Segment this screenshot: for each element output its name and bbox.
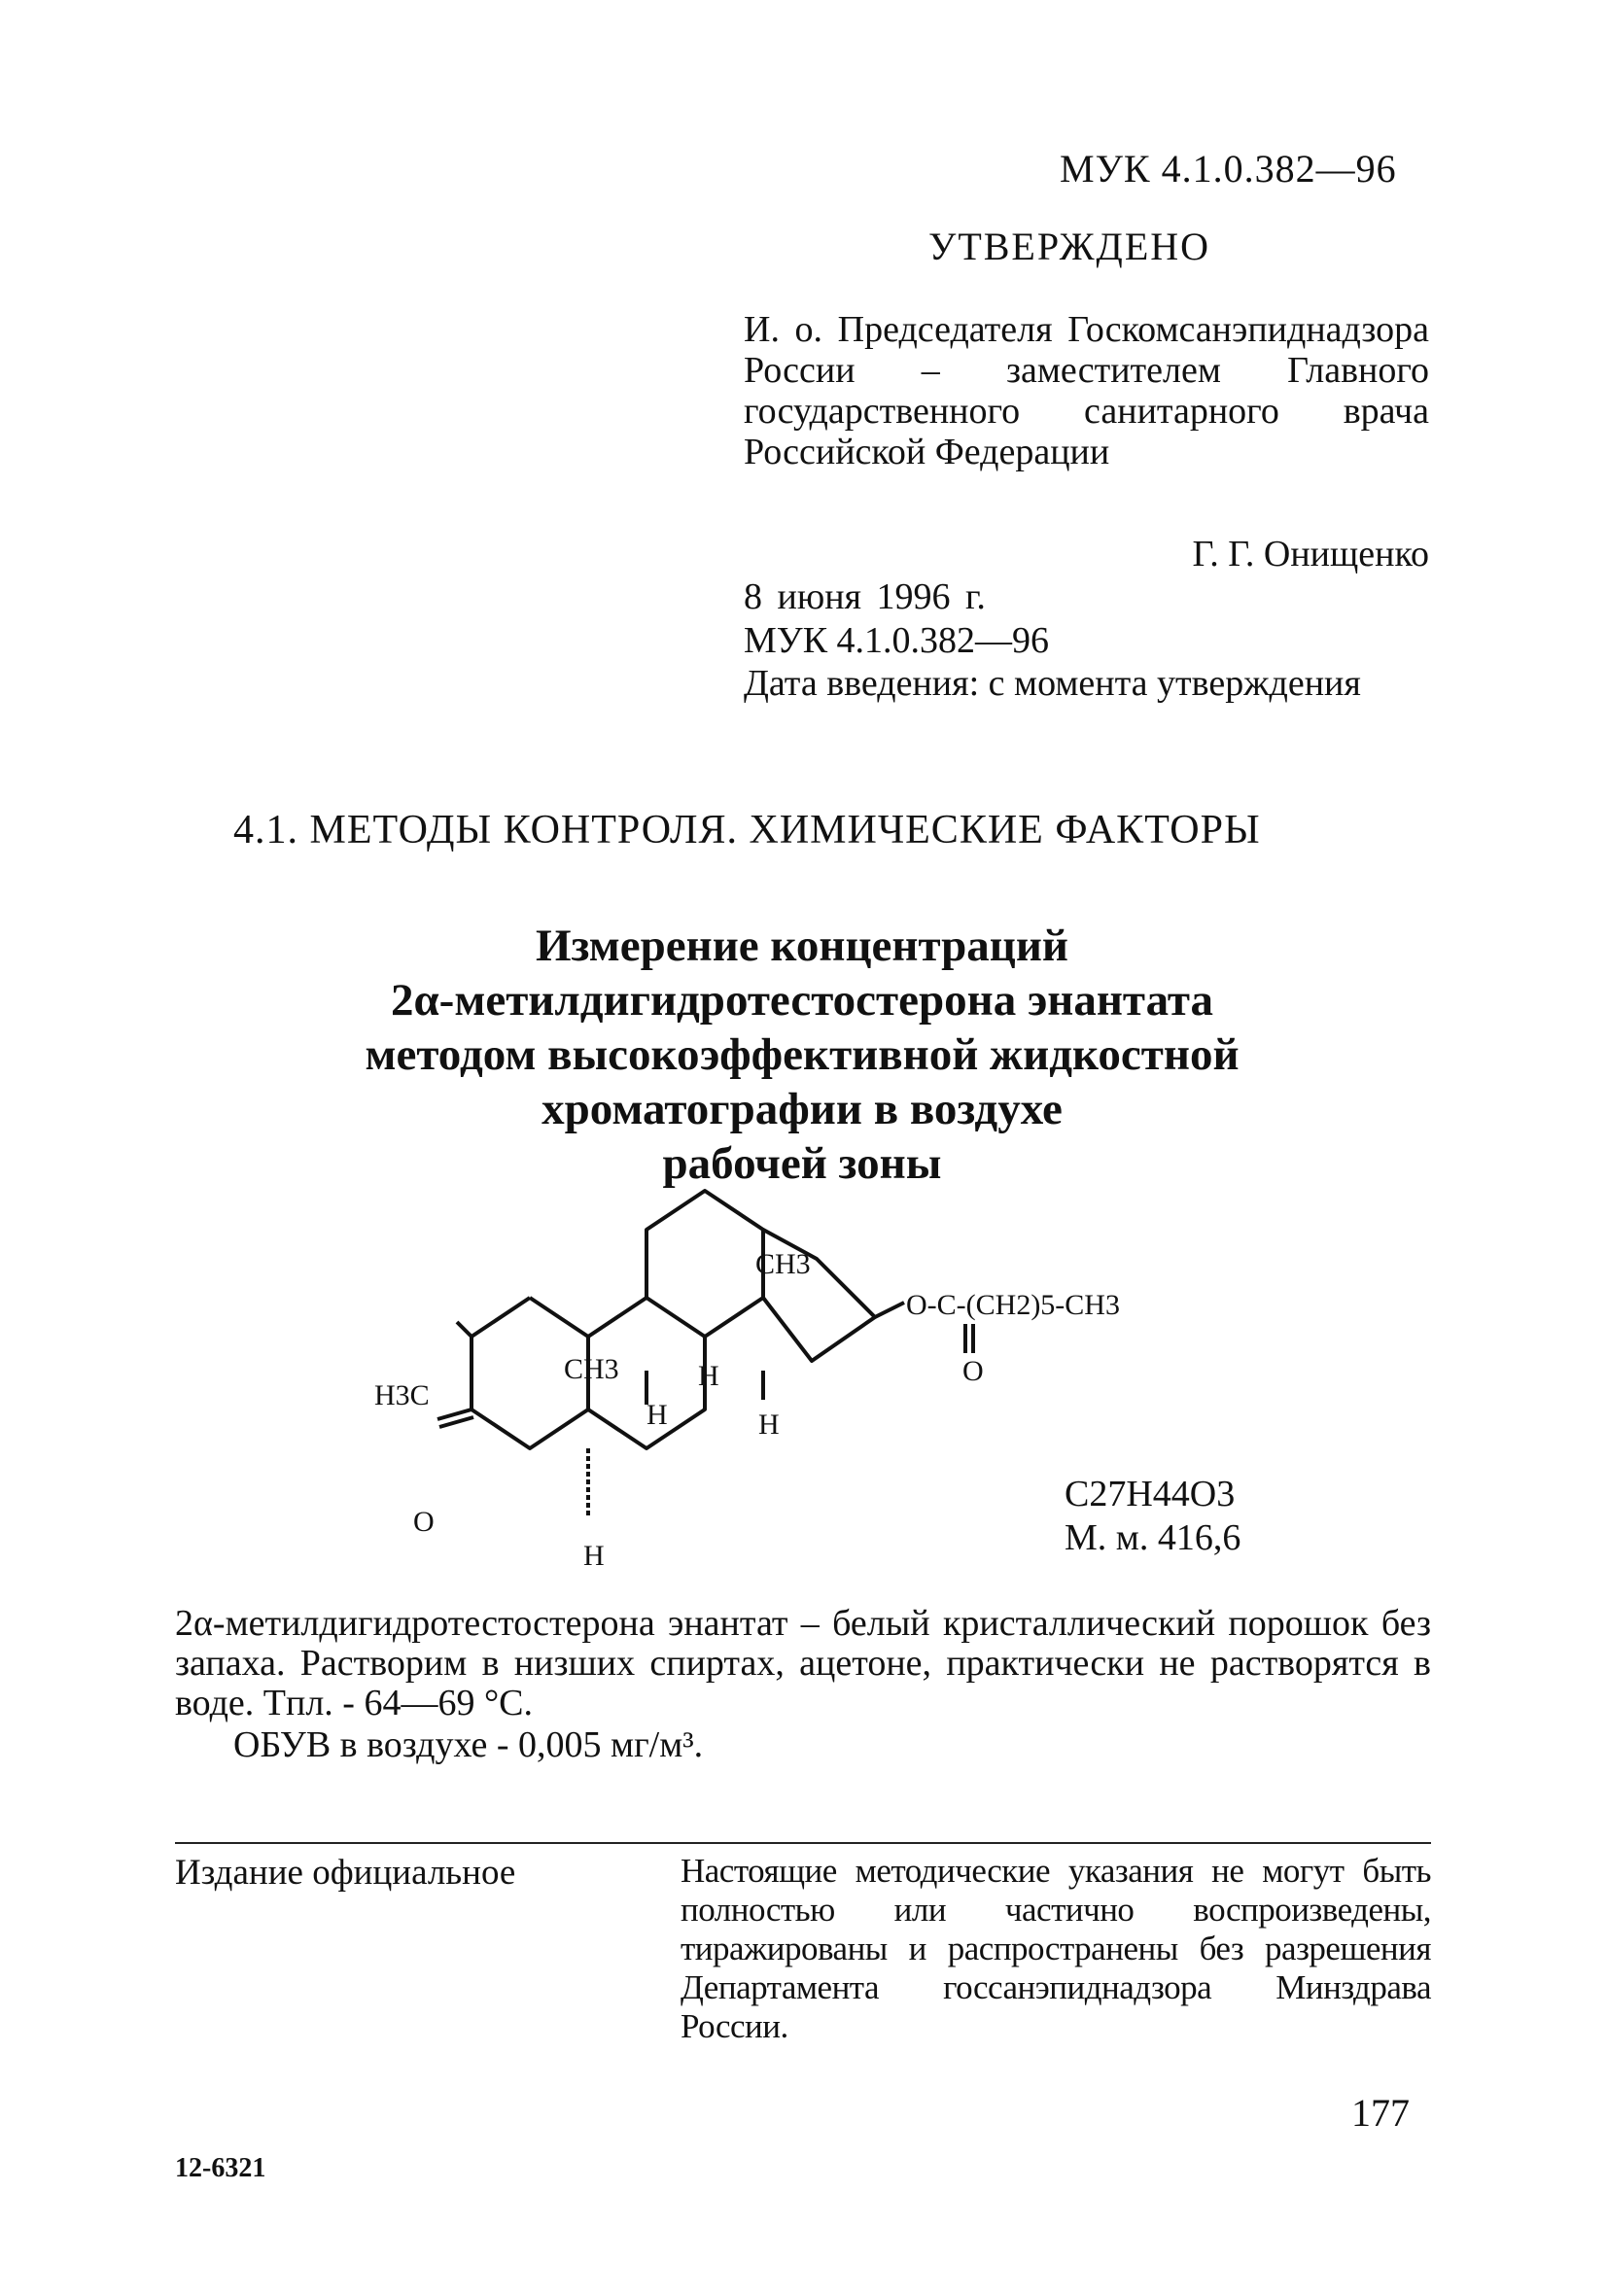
- molar-mass: М. м. 416,6: [1065, 1517, 1241, 1558]
- label-ch3-top: CH3: [755, 1248, 811, 1280]
- document-code-repeat: МУК 4.1.0.382—96: [744, 620, 1050, 661]
- title-line-5: рабочей зоны: [662, 1138, 942, 1189]
- label-o-ketone: O: [413, 1506, 435, 1538]
- approved-label: УТВЕРЖДЕНО: [928, 225, 1211, 268]
- substance-description: 2α-метилдигидротестостерона энантат – белый кристаллический порошок без запаха. Растворим в низших спиртах, ацетоне, практически не растворятся в воде. Tпл. - 64—69 °С.: [175, 1603, 1431, 1723]
- molecular-formula: C27H44O3: [1065, 1474, 1236, 1514]
- footer-divider: [175, 1842, 1431, 1844]
- title-line-3: методом высокоэффективной жидкостной: [365, 1029, 1240, 1080]
- approval-date: 8 июня 1996 г.: [744, 576, 986, 617]
- label-ester-o: O: [962, 1355, 984, 1387]
- label-h-2: H: [646, 1399, 668, 1431]
- introduction-date: Дата введения: с момента утверждения: [744, 663, 1361, 704]
- print-code: 12-6321: [175, 2153, 266, 2183]
- label-h-3: H: [758, 1409, 780, 1441]
- title-line-1: Измерение концентраций: [535, 921, 1069, 971]
- document-code: МУК 4.1.0.382—96: [1060, 147, 1397, 191]
- label-ester-chain: O-C-(CH2)5-CH3: [906, 1289, 1120, 1321]
- label-h-1: H: [698, 1360, 719, 1392]
- ring-c: [646, 1191, 763, 1337]
- title-line-2: 2α-метилдигидротестостерона энантата: [390, 975, 1214, 1026]
- approver-title: И. о. Председателя Госкомсанэпиднадзора России – заместителем Главного государственного санитарного врача Российской Федерации: [744, 309, 1429, 472]
- edition-label: Издание официальное: [175, 1853, 516, 1893]
- copyright-notice: Настоящие методические указания не могут быть полностью или частично воспроизведены, тиражированы и распространены без разрешения Департамента госсанэпиднадзора Минздрава России.: [681, 1852, 1431, 2045]
- signer-name: Г. Г. Онищенко: [1192, 534, 1429, 574]
- label-ch3-mid: CH3: [564, 1353, 619, 1385]
- label-h-4: H: [583, 1540, 605, 1572]
- exposure-limit: ОБУВ в воздухе - 0,005 мг/м³.: [233, 1724, 704, 1765]
- page-number: 177: [1351, 2091, 1410, 2135]
- section-title: 4.1. МЕТОДЫ КОНТРОЛЯ. ХИМИЧЕСКИЕ ФАКТОРЫ: [233, 808, 1261, 852]
- title-line-4: хроматографии в воздухе: [541, 1084, 1063, 1134]
- label-h3c: H3C: [374, 1379, 430, 1411]
